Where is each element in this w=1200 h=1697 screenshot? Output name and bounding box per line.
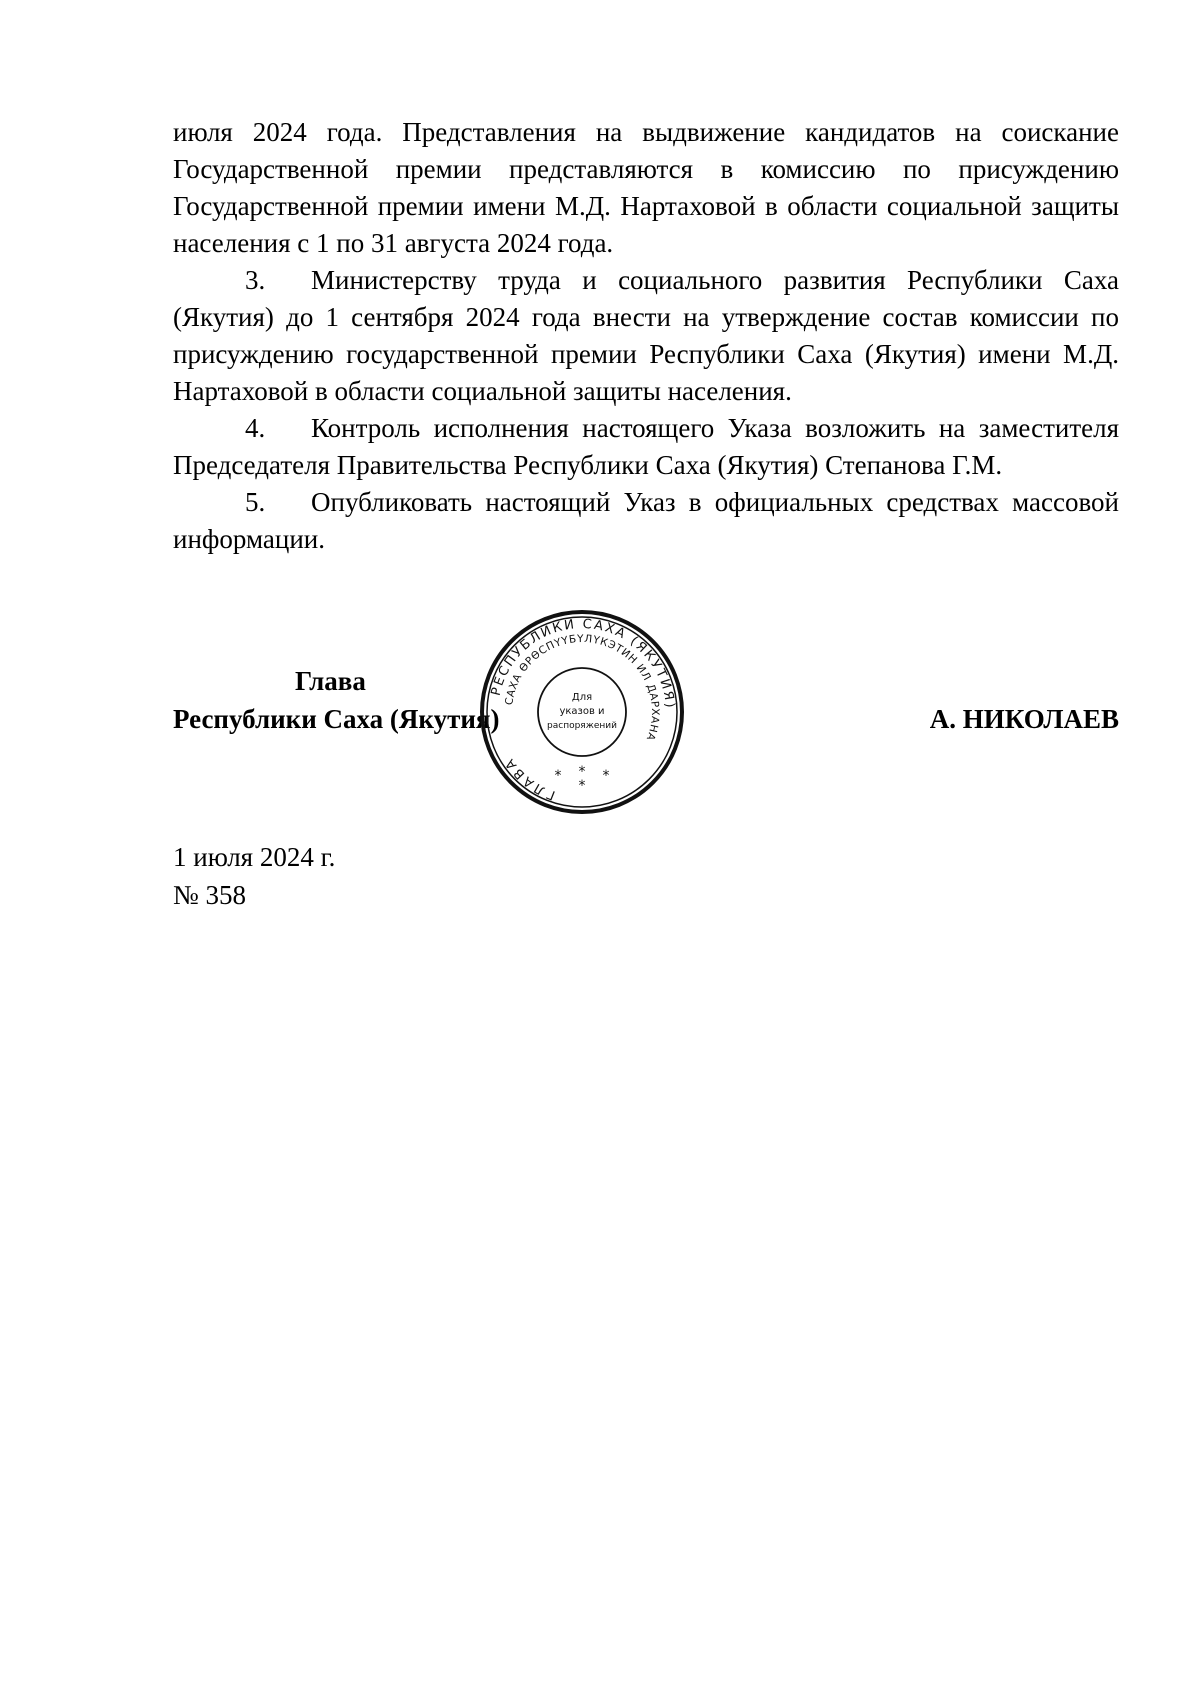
paragraph-number: 4. bbox=[245, 413, 266, 443]
document-date-number bbox=[173, 838, 335, 914]
paragraph-continuation bbox=[173, 114, 1119, 262]
paragraph-3 bbox=[173, 262, 1119, 410]
svg-text:*: * bbox=[602, 768, 610, 784]
official-seal-stamp bbox=[478, 608, 686, 816]
svg-text:*: * bbox=[578, 764, 586, 780]
paragraph-number: 3. bbox=[245, 265, 266, 295]
document-body bbox=[173, 114, 1119, 558]
signatory-role bbox=[173, 662, 513, 738]
seal-center-line-1: Для bbox=[571, 692, 593, 703]
paragraph-text: Контроль исполнения настоящего Указа возложить на заместителя Председателя Правительства Республики Саха (Якутия) Степанова Г.М. bbox=[173, 413, 1119, 480]
seal-center-line-2: указов и bbox=[559, 706, 605, 717]
document-number: № 358 bbox=[173, 880, 247, 910]
seal-stars-icon bbox=[555, 764, 610, 794]
signatory-role-region: Республики Саха (Якутия) bbox=[173, 704, 500, 734]
signatory-name: А. НИКОЛАЕВ bbox=[929, 704, 1119, 734]
seal-center-line-3: распоряжений bbox=[547, 721, 617, 731]
svg-text:*: * bbox=[578, 778, 586, 794]
paragraph-text: Министерству труда и социального развития Республики Саха (Якутия) до 1 сентября 2024 года внести на утверждение состав комиссии по присуждению государственной премии Республики Саха (Якутия) имени М.Д. Нартаховой в области социальной защиты населения. bbox=[173, 265, 1119, 406]
seal-outer-left-text: ГЛАВА bbox=[501, 753, 558, 803]
document-date: 1 июля 2024 г. bbox=[173, 842, 336, 872]
seal-outer-text: РЕСПУБЛИКИ САХА (ЯКУТИЯ) bbox=[488, 616, 678, 711]
paragraph-4 bbox=[173, 410, 1119, 484]
signatory-role-title: Глава bbox=[295, 666, 366, 696]
paragraph-text: Опубликовать настоящий Указ в официальных средствах массовой информации. bbox=[173, 487, 1119, 554]
paragraph-5 bbox=[173, 484, 1119, 558]
seal-inner-text: САХА ӨРӨСПҮҮБҮЛҮКЭТИН ИЛ ДАРХАНА bbox=[503, 632, 662, 743]
svg-text:*: * bbox=[554, 768, 562, 784]
paragraph-text: июля 2024 года. Представления на выдвижение кандидатов на соискание Государственной премии представляются в комиссию по присуждению Государственной премии имени М.Д. Нартаховой в области социальной защиты населения с 1 по 31 августа 2024 года. bbox=[173, 117, 1119, 258]
paragraph-number: 5. bbox=[245, 487, 266, 517]
